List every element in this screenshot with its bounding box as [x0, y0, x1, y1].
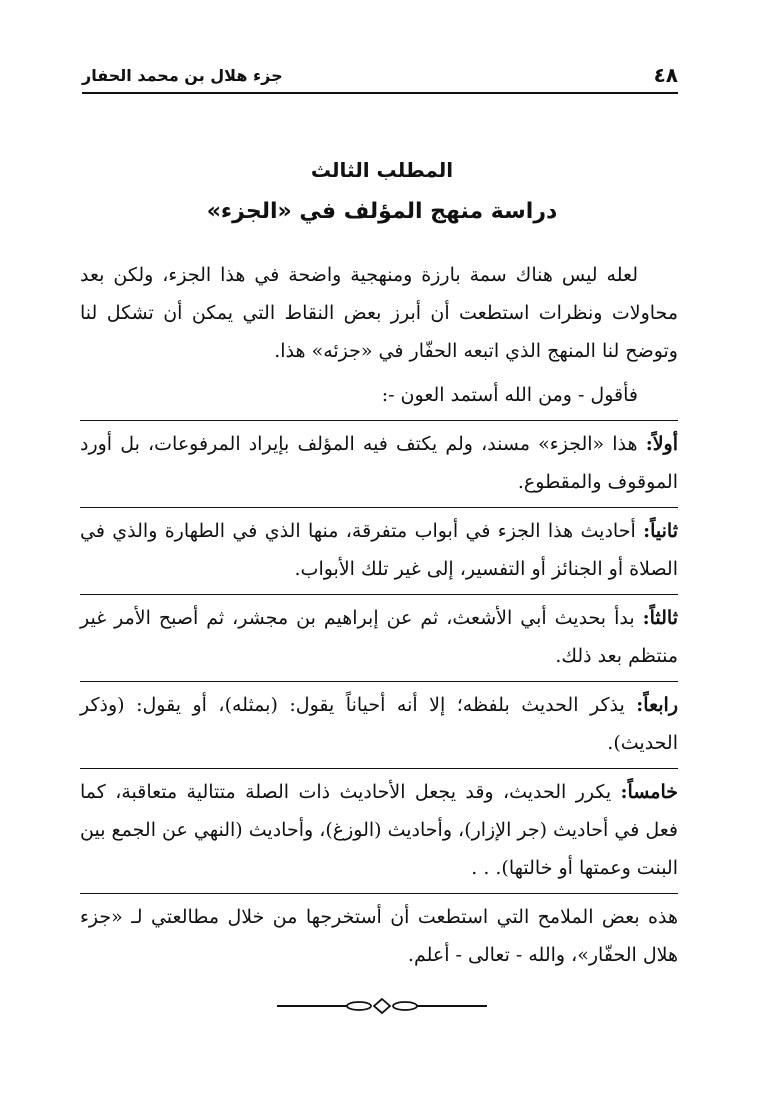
paragraph-text: يكرر الحديث، وقد يجعل الأحاديث ذات الصلة متتالية متعاقبة، كما فعل في أحاديث (جر الإزار)، وأحاديث (الوزغ)، وأحاديث (النهي عن الجمع بين البنت وعمتها أو خالتها). . .	[80, 781, 678, 879]
point-label: ثانياً:	[643, 520, 678, 542]
point-label: خامساً:	[620, 781, 678, 803]
paragraph-text: بدأ بحديث أبي الأشعث، ثم عن إبراهيم بن مجشر، ثم أصبح الأمر غير منتظم بعد ذلك.	[80, 607, 678, 667]
paragraph-text: فأقول - ومن الله أستمد العون -:	[381, 384, 638, 406]
running-title: جزء هلال بن محمد الحفار	[82, 65, 283, 85]
ornament-divider-icon	[277, 996, 487, 1016]
section-titles	[80, 150, 684, 234]
paragraph-opening	[80, 376, 678, 414]
running-header	[82, 58, 678, 94]
paragraph-text: أحاديث هذا الجزء في أبواب متفرقة، منها الذي في الطهارة والذي في الصلاة أو الجنائز أو التفسير، إلى غير تلك الأبواب.	[80, 520, 678, 580]
paragraph-text: يذكر الحديث بلفظه؛ إلا أنه أحياناً يقول: (بمثله)، أو يقول: (وذكر الحديث).	[80, 694, 678, 754]
point-label: رابعاً:	[636, 694, 678, 716]
paragraph-intro	[80, 256, 678, 370]
paragraph-point-5	[80, 768, 678, 887]
paragraph-closing	[80, 893, 678, 974]
paragraph-point-3	[80, 594, 678, 675]
point-label: ثالثاً:	[642, 607, 678, 629]
paragraph-text: هذا «الجزء» مسند، ولم يكتف فيه المؤلف بإيراد المرفوعات، بل أورد الموقوف والمقطوع.	[80, 433, 678, 493]
page-number: ٤٨	[653, 63, 678, 87]
paragraph-point-4	[80, 681, 678, 762]
section-subtitle: دراسة منهج المؤلف في «الجزء»	[206, 199, 558, 224]
point-label: أولاً:	[645, 433, 678, 455]
paragraph-text: لعله ليس هناك سمة بارزة ومنهجية واضحة في هذا الجزء، ولكن بعد محاولات ونظرات استطعت أن أبرز بعض النقاط التي يمكن أن تشكل لنا وتوضح لنا المنهج الذي اتبعه الحفّار في «جزئه» هذا.	[80, 264, 678, 362]
paragraph-text: هذه بعض الملامح التي استطعت أن أستخرجها من خلال مطالعتي لـ «جزء هلال الحفّار»، والله - تعالى - أعلم.	[80, 906, 678, 966]
body-text	[80, 256, 678, 980]
section-title: المطلب الثالث	[310, 158, 454, 182]
paragraph-point-2	[80, 507, 678, 588]
section-end-ornament	[0, 996, 764, 1016]
paragraph-point-1	[80, 420, 678, 501]
